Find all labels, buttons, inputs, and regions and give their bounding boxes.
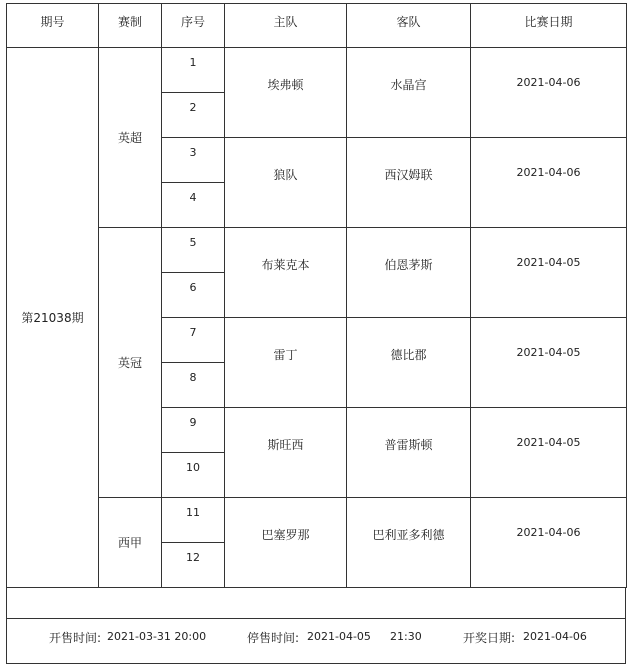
match-date: 2021-04-06 (471, 48, 627, 138)
table-row (7, 498, 627, 543)
away-team: 西汉姆联 (347, 138, 471, 228)
match-number: 9 (162, 408, 225, 453)
match-number: 10 (162, 453, 225, 498)
match-date: 2021-04-06 (471, 138, 627, 228)
match-date: 2021-04-05 (471, 318, 627, 408)
table-row (7, 48, 627, 93)
match-number: 5 (162, 228, 225, 273)
header-period: 期号 (7, 4, 99, 48)
header-match-date: 比赛日期 (471, 4, 627, 48)
sale-start-label: 开售时间: (49, 631, 102, 645)
sale-start-value: 2021-03-31 20:00 (107, 630, 207, 643)
home-team: 斯旺西 (225, 408, 347, 498)
league-cell: 西甲 (99, 498, 162, 588)
match-number: 1 (162, 48, 225, 93)
match-date: 2021-04-06 (471, 498, 627, 588)
match-number: 4 (162, 183, 225, 228)
period-cell: 第21038期 (7, 48, 99, 588)
match-number: 2 (162, 93, 225, 138)
header-number: 序号 (162, 4, 225, 48)
sale-stop-time: 21:30 (390, 630, 422, 643)
home-team: 布莱克本 (225, 228, 347, 318)
match-number: 8 (162, 363, 225, 408)
league-cell: 英超 (99, 48, 162, 228)
away-team: 德比郡 (347, 318, 471, 408)
match-date: 2021-04-05 (471, 228, 627, 318)
home-team: 狼队 (225, 138, 347, 228)
away-team: 巴利亚多利德 (347, 498, 471, 588)
league-cell: 英冠 (99, 228, 162, 498)
home-team: 埃弗顿 (225, 48, 347, 138)
away-team: 伯恩茅斯 (347, 228, 471, 318)
blank-row (6, 587, 626, 619)
away-team: 水晶宫 (347, 48, 471, 138)
sale-stop-date: 2021-04-05 (307, 630, 371, 643)
home-team: 雷丁 (225, 318, 347, 408)
match-number: 11 (162, 498, 225, 543)
table-row (7, 228, 627, 273)
sale-info-footer (6, 619, 626, 664)
sale-stop-label: 停售时间: (247, 631, 300, 645)
match-number: 6 (162, 273, 225, 318)
schedule-table (6, 3, 627, 588)
away-team: 普雷斯顿 (347, 408, 471, 498)
match-number: 3 (162, 138, 225, 183)
header-away-team: 客队 (347, 4, 471, 48)
header-home-team: 主队 (225, 4, 347, 48)
header-league: 赛制 (99, 4, 162, 48)
match-date: 2021-04-05 (471, 408, 627, 498)
match-number: 7 (162, 318, 225, 363)
header-row (7, 4, 627, 48)
home-team: 巴塞罗那 (225, 498, 347, 588)
match-number: 12 (162, 543, 225, 588)
draw-date-value: 2021-04-06 (523, 630, 587, 643)
draw-date-label: 开奖日期: (463, 631, 516, 645)
